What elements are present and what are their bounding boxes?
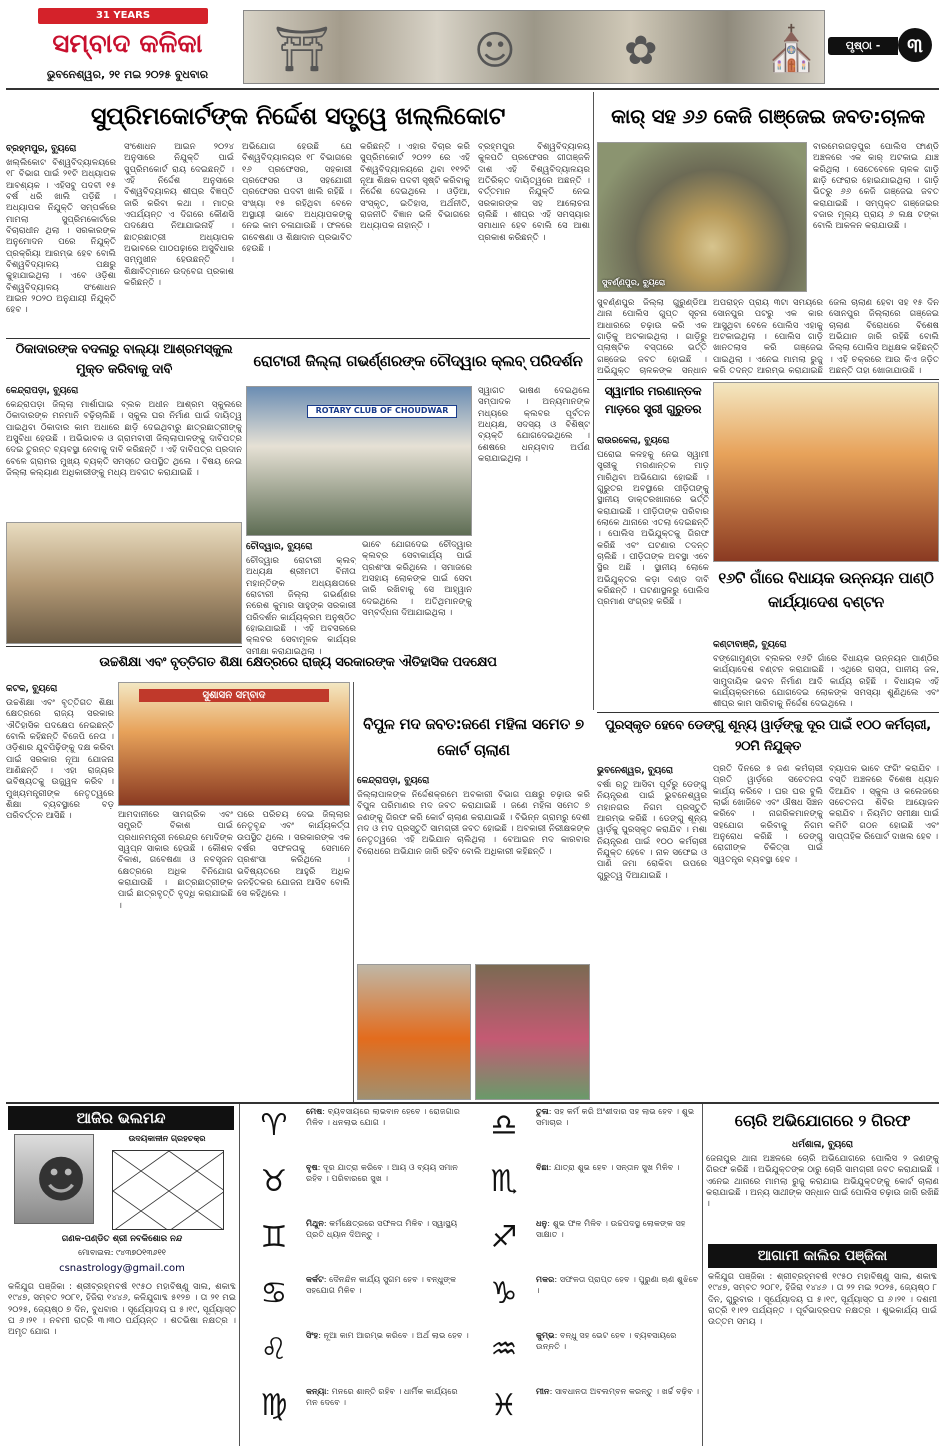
mla-text: ବଙ୍ଗୋମୁଣ୍ଡା ବ୍ଲକର ୧୬ଟି ଗାଁରେ ବିଧାୟକ ଉନ୍ନୟନ ପାଣ୍ଠିର କାର୍ଯ୍ୟାଦେଶ ବଣ୍ଟନ କରାଯାଇଛି । ଏଥିରେ ରାସ୍ତା, ପାନୀୟ ଜଳ, ସାମୁଦାୟିକ ଭବନ ନିର୍ମାଣ ଆଦି କାର୍ଯ୍ୟ ରହିଛି । ବିଧାୟକ ଏହି କାର୍ଯ୍ୟକ୍ରମରେ ଯୋଗଦେଇ ଲୋକଙ୍କ ସମସ୍ୟା ଶୁଣିଥିଲେ ଏବଂ ଶୀଘ୍ର କାମ ସାରିବାକୁ ନିର୍ଦ୍ଦେଶ ଦେଇଥିଲେ । (713, 653, 939, 710)
ganja-bottom-rule (597, 379, 939, 380)
sign-capricorn: ମକର: ସଫଳତା ପ୍ରାପ୍ତ ହେବ । ପୁରୁଣା ଋଣ ଶୁଝିବେ । (536, 1274, 699, 1295)
person-icon: ☻ (35, 1151, 88, 1209)
theft-article (706, 1138, 939, 1238)
sign-name: ଧନୁ (536, 1218, 548, 1228)
dateline: ଭୁବନେଶ୍ୱର, ୨୧ ମଇ ୨୦୨୫ ବୁଧବାର (46, 68, 209, 81)
husband-headline: ସ୍ୱାମୀର ମରଣାନ୍ତକ ମାଡ଼ରେ ସ୍ତ୍ରୀ ଗୁରୁତର (604, 384, 702, 416)
rotary-headline: ରୋଟାରୀ ଜିଲ୍ଲା ଗଭର୍ଣ୍ଣରଙ୍କ ଚୌଦ୍ୱାର କ୍ଲବ୍ ପରିଦର୍ଶନ (253, 352, 583, 370)
sign-taurus: ବୃଷ: ଦୂର ଯାତ୍ରା କରିବେ । ଆୟ ଓ ବ୍ୟୟ ସମାନ ରହିବ । ପରିବାରରେ ସୁଖ । (306, 1162, 458, 1183)
sign-leo: ସିଂହ: ନୂଆ କାମ ଆରମ୍ଭ କରିବେ । ଅର୍ଥ ଲାଭ ହେବ । (306, 1330, 469, 1340)
sign-name: ସିଂହ (306, 1330, 319, 1340)
horoscope-left-rule (239, 1104, 240, 1446)
bhalu-byline: କେନ୍ଦ୍ରାପଡ଼ା, ବ୍ୟୁରୋ (6, 386, 79, 396)
liquor-article (357, 774, 590, 960)
sign-name: ତୁଳା (536, 1106, 549, 1116)
tender-text-3: ବ୍ୟାପକ ଭାବେ ଫଗିଂ କରାଯିବ । ବସ୍ତି ଅଞ୍ଚଳରେ ବିଶେଷ ଧ୍ୟାନ ଦିଆଯିବ । ସ୍କୁଲ ଓ କଲେଜରେ ସଚେତନତା ଶିବିର ଆୟୋଜନ କରାଯିବ । ନିୟମିତ ସମୀକ୍ଷା ପାଇଁ କମିଟି ଗଠନ ହୋଇଛି ଏବଂ ସାପ୍ତାହିକ ରିପୋର୍ଟ ଦାଖଲ ହେବ । (829, 764, 939, 843)
tender-text-1: ବର୍ଷା ଋତୁ ଆସିବା ପୂର୍ବରୁ ଡେଙ୍ଗୁ ନିୟନ୍ତ୍ରଣ ପାଇଁ ଭୁବନେଶ୍ୱର ମହାନଗର ନିଗମ ପ୍ରସ୍ତୁତି ଆରମ୍ଭ କରିଛି । ଡେଙ୍ଗୁ ଶୂନ୍ୟ ୱାର୍ଡ଼କୁ ପୁରସ୍କୃତ କରାଯିବ । ମଶା ନିୟନ୍ତ୍ରଣ ପାଇଁ ୧୦୦ କର୍ମଚାରୀ ନିଯୁକ୍ତ ହେବେ । ନାଳ ସଫେଇ ଓ ପାଣି ଜମା ରୋକିବା ଉପରେ ଗୁରୁତ୍ୱ ଦିଆଯାଇଛି । (597, 779, 707, 881)
taurus-icon: ♉ (260, 1164, 288, 1200)
khallikote-bottom-rule (6, 338, 590, 339)
page-number-box (828, 28, 940, 62)
virgo-icon: ♍ (260, 1388, 288, 1424)
education-text-1: ଉଚ୍ଚଶିକ୍ଷା ଏବଂ ବୃତ୍ତିଗତ ଶିକ୍ଷା କ୍ଷେତ୍ରରେ ରାଜ୍ୟ ସରକାର ଐତିହାସିକ ପଦକ୍ଷେପ ନେଇଛନ୍ତି ବୋଲି କହିଛନ୍ତି ବିଜେପି ନେତା । ଓଡ଼ିଶାର ଯୁବପିଢ଼ିଙ୍କୁ ଦକ୍ଷ କରିବା ପାଇଁ ସରକାର ନୂଆ ଯୋଜନା ଆଣିଛନ୍ତି । ଏହା ରାଜ୍ୟର ଭବିଷ୍ୟତକୁ ଉଜ୍ଜ୍ୱଳ କରିବ । ମୁଖ୍ୟମନ୍ତ୍ରୀଙ୍କ ନେତୃତ୍ୱରେ ଶିକ୍ଷା ବ୍ୟବସ୍ଥାରେ ବଡ଼ ପରିବର୍ତ୍ତନ ଆସିଛି । (6, 697, 114, 822)
tender-headline: ପୁରସ୍କୃତ ହେବେ ଡେଙ୍ଗୁ ଶୂନ୍ୟ ୱାର୍ଡ଼ଙ୍କୁ ଦୂର ପାଇଁ ୧୦୦ କର୍ମଚାରୀ, ୨୦ମି ନିଯୁକ୍ତ (605, 718, 931, 754)
education-headline: ଉଚ୍ଚଶିକ୍ଷା ଏବଂ ବୃତ୍ତିଗତ ଶିକ୍ଷା କ୍ଷେତ୍ରରେ ରାଜ୍ୟ ସରକାରଙ୍କ ଐତିହାସିକ ପଦକ୍ଷେପ (99, 655, 497, 670)
tomorrow-panji-title: ଆଗାମୀ କାଲିର ପଞ୍ଜିକା (708, 1244, 937, 1268)
mla-photo (713, 382, 939, 562)
tender-text-2: ପ୍ରତି ଦିନରେ ୫ ଜଣ କର୍ମଚାରୀ ପ୍ରତି ୱାର୍ଡ଼ରେ ସଚେତନତା କାର୍ଯ୍ୟ କରିବେ । ଘର ଘର ବୁଲି ଲାର୍ଭା ଖୋଜିବେ ଏବଂ ଔଷଧ ସିଞ୍ଚନ କରିବେ । ନାଗରିକମାନଙ୍କୁ ସହଯୋଗ କରିବାକୁ ନିଗମ ଅନୁରୋଧ କରିଛି । ଡେଙ୍ଗୁ ରୋଗୀଙ୍କ ଚିକିତ୍ସା ପାଇଁ ସ୍ୱତନ୍ତ୍ର ବ୍ୟବସ୍ଥା ହେବ । (713, 764, 823, 865)
horoscope-top-rule (6, 1102, 939, 1104)
masthead-logo: ସମ୍ବାଦ କଳିକା (52, 29, 203, 59)
education-top-rule (6, 646, 242, 647)
sign-text: ଶୁଭ ଫଳ ମିଳିବ । ଉଚ୍ଚପଦସ୍ଥ ଲୋକଙ୍କ ସହ ସାକ୍ଷାତ । (536, 1218, 686, 1239)
sign-name: ବିଛା (536, 1162, 549, 1172)
sign-name: ମିଥୁନ (306, 1218, 324, 1228)
sign-pisces: ମୀନ: ସାବଧାନତା ଅବଲମ୍ବନ କରନ୍ତୁ । ଖର୍ଚ୍ଚ ବଢ଼ିବ । (536, 1386, 700, 1396)
mla-headline: ୧୬ଟି ଗାଁରେ ବିଧାୟକ ଉନ୍ନୟନ ପାଣ୍ଠି କାର୍ଯ୍ୟାଦେଶ ବଣ୍ଟନ (718, 569, 934, 611)
rotary-text-2: ଭାବେ ଯୋଗଦେଇ ଚୌଦ୍ୱାର କ୍ଲବ୍‌ର ସେବାକାର୍ଯ୍ୟ ପାଇଁ ପ୍ରଶଂସା କରିଥିଲେ । ସମାଜରେ ଅସହାୟ ଲୋକଙ୍କ ପାଇଁ ସେବା ଜାରି ରଖିବାକୁ ସେ ଆହ୍ୱାନ ଦେଇଥିଲେ । ଅତିଥିମାନଙ୍କୁ ସମ୍ବର୍ଦ୍ଧନା ଦିଆଯାଇଥିଲା । (362, 540, 472, 619)
masthead (0, 0, 945, 88)
horoscope-right-rule (702, 1104, 703, 1446)
sign-text: ବନ୍ଧୁ ସହ ଭେଟ ହେବ । ବ୍ୟବସାୟରେ ଉନ୍ନତି । (536, 1330, 677, 1351)
sign-libra: ତୁଳା: ସହ କର୍ମ କରି ଅଂଶୀଦାର ସହ ଲାଭ ହେବ । ଶୁଭ ସମାଚାର । (536, 1106, 695, 1127)
leo-icon: ♌ (260, 1332, 288, 1368)
tender-byline: ଭୁବନେଶ୍ୱର, ବ୍ୟୁରୋ (597, 766, 674, 776)
sign-scorpio: ବିଛା: ଯାତ୍ରା ଶୁଭ ହେବ । ସନ୍ତାନ ସୁଖ ମିଳିବ । (536, 1162, 680, 1172)
khallikote-article (6, 142, 590, 336)
khallikote-text-4: କରିଛନ୍ତି । ଏହାର ବିଚାର କରି ସୁପ୍ରିମକୋର୍ଟ ୨୦୨୨ ରେ ଏହି ବିଶ୍ୱବିଦ୍ୟାଳୟରେ ଥିବା ୧୧୨ଟି ନୂଆ ଶିକ୍ଷକ ପଦବୀ ସୃଷ୍ଟି କରିବାକୁ ନିର୍ଦ୍ଦେଶ ଦେଇଥିଲେ । ଓଡ଼ିଆ, ସଂସ୍କୃତ, ଇତିହାସ, ଅର୍ଥନୀତି, ରାଜନୀତି ବିଜ୍ଞାନ ଭଳି ବିଭାଗରେ ଅଧ୍ୟାପକ ନାହାନ୍ତି । (360, 142, 470, 232)
theft-text: ଜେନାପୁର ଥାନା ଅଞ୍ଚଳରେ ଚୋରି ଅଭିଯୋଗରେ ପୋଲିସ ୨ ଜଣଙ୍କୁ ଗିରଫ କରିଛି । ଅଭିଯୁକ୍ତଙ୍କ ଠାରୁ ଚୋରି ସାମଗ୍ରୀ ଜବତ କରାଯାଇଛି । ଏନେଇ ଥାନାରେ ମାମଲା ରୁଜୁ କରାଯାଇ ଅଭିଯୁକ୍ତଙ୍କୁ କୋର୍ଟ ଚାଲାଣ କରାଯାଇଛି । ଅନ୍ୟ ସାଥୀଙ୍କ ସନ୍ଧାନ ପାଇଁ ପୋଲିସ ଚଢ଼ାଉ ଜାରି ରଖିଛି । (706, 1153, 939, 1210)
education-text-2: ଆମଦାନୀରେ ସାମଗ୍ରିକ ଏବଂ ସମ୍ପ୍ରତି ବିକାଶ ପାଇଁ ପ୍ରଧାନମନ୍ତ୍ରୀ ନରେନ୍ଦ୍ର ମୋଦିଙ୍କ ସ୍ୱପ୍ନ ସାକାର ହେଉଛି । କୌଶଳ ବିକାଶ, ଗବେଷଣା ଓ ନବସୃଜନ କ୍ଷେତ୍ରରେ ଅଧିକ ବିନିଯୋଗ କରାଯାଉଛି । ଛାତ୍ରଛାତ୍ରୀଙ୍କ ପାଇଁ ଛାତ୍ରବୃତ୍ତି ବୃଦ୍ଧି କରାଯାଇଛି । (118, 810, 233, 911)
sign-sagittarius: ଧନୁ: ଶୁଭ ଫଳ ମିଳିବ । ଉଚ୍ଚପଦସ୍ଥ ଲୋକଙ୍କ ସହ ସାକ୍ଷାତ । (536, 1218, 686, 1239)
liquor-photo-2 (475, 964, 590, 1100)
bhalu-article (6, 384, 242, 520)
tender-top-rule (597, 712, 939, 713)
art-icon: ✿ (624, 28, 658, 74)
liquor-text: ଜିଲ୍ଲାପାଳଙ୍କ ନିର୍ଦ୍ଦେଶକ୍ରମେ ଅବକାରୀ ବିଭାଗ ପକ୍ଷରୁ ଚଢ଼ାଉ କରି ବିପୁଳ ପରିମାଣର ମଦ ଜବତ କରାଯାଇଛି । ଜଣେ ମହିଳା ସମେତ ୭ ଜଣଙ୍କୁ ଗିରଫ କରି କୋର୍ଟ ଚାଲାଣ କରାଯାଇଛି । ବିଭିନ୍ନ ଗ୍ରାମରୁ ଦେଶୀ ମଦ ଓ ମଦ ପ୍ରସ୍ତୁତି ସାମଗ୍ରୀ ଜବତ ହୋଇଛି । ଅବକାରୀ ନିରୀକ୍ଷକଙ୍କ ନେତୃତ୍ୱରେ ଏହି ଅଭିଯାନ ଚାଲିଥିଲା । ବେଆଇନ ମଦ କାରବାର ବିରୋଧରେ ଅଭିଯାନ ଜାରି ରହିବ ବୋଲି ଅଧିକାରୀ କହିଛନ୍ତି । (357, 789, 590, 857)
libra-icon: ♎ (490, 1108, 518, 1144)
tender-col-1 (597, 764, 707, 1100)
khallikote-text-5: ବ୍ରହ୍ମପୁର ବିଶ୍ୱବିଦ୍ୟାଳୟ କୁଳପତି ପ୍ରଫେସର ଗୀତାଞ୍ଜଳି ଦାଶ ଏହି ବିଶ୍ୱବିଦ୍ୟାଳୟର ଅତିରିକ୍ତ ଦାୟିତ୍ୱରେ ଅଛନ୍ତି । ବର୍ତ୍ତମାନ ନିଯୁକ୍ତି ନେଇ ସରକାରଙ୍କ ସହ ଆଲୋଚନା ଚାଲିଛି । ଶୀଘ୍ର ଏହି ସମସ୍ୟାର ସମାଧାନ ହେବ ବୋଲି ସେ ଆଶା ପ୍ରକାଶ କରିଛନ୍ତି । (478, 142, 590, 243)
liquor-byline: କେନ୍ଦ୍ରାପଡ଼ା, ବ୍ୟୁରୋ (357, 776, 430, 786)
sign-aquarius: କୁମ୍ଭ: ବନ୍ଧୁ ସହ ଭେଟ ହେବ । ବ୍ୟବସାୟରେ ଉନ୍ନତି । (536, 1330, 677, 1351)
bhalu-text: କେନ୍ଦ୍ରାପଡ଼ା ଜିଲ୍ଲା ମାର୍ଶାଘାଇ ବ୍ଲକ ଅଧୀନ ଆଶ୍ରମ ସ୍କୁଲରେ ଠିକାଦାରଙ୍କ ମନମାନି ବଢ଼ିଚାଲିଛି । ସ୍କୁଲ ଘର ନିର୍ମାଣ ପାଇଁ ଦାୟିତ୍ୱ ପାଇଥିବା ଠିକାଦାର କାମ ଅଧାରେ ଛାଡ଼ି ଦେଇଥିବାରୁ ଛାତ୍ରଛାତ୍ରୀଙ୍କୁ ଅସୁବିଧା ହେଉଛି । ଅଭିଭାବକ ଓ ଗ୍ରାମବାସୀ ଜିଲ୍ଲାପାଳଙ୍କୁ ଦାବିପତ୍ର ଦେଇ ତୁରନ୍ତ ବ୍ୟବସ୍ଥା ନେବାକୁ ଦାବି କରିଛନ୍ତି । ଏହି ଦାବିପତ୍ର ପ୍ରଦାନ ବେଳେ ଗ୍ରାମର ମୁଖ୍ୟ ବ୍ୟକ୍ତି ସମସ୍ତେ ଉପସ୍ଥିତ ଥିଲେ । ବିଷୟ ନେଇ ଜିଲ୍ଲା କଲ୍ୟାଣ ଅଧିକାରୀଙ୍କୁ ମଧ୍ୟ ଅବଗତ କରାଯାଇଛି । (6, 399, 242, 478)
sign-name: ମକର (536, 1274, 555, 1284)
ganja-text-1: ସୁବର୍ଣ୍ଣପୁର ଜିଲ୍ଲା ଗୁରୁଣ୍ଡିଆ ଥାନା ପୋଲିସ ଗୁପ୍ତ ସୂଚନା ଆଧାରରେ ଚଢ଼ାଉ କରି ଏକ ଗାଡ଼ିକୁ ଅଟକାଇଥିଲା । ଗାଡ଼ିରୁ ପ୍ଲାଷ୍ଟିକ ବସ୍ତାରେ ଭର୍ତ୍ତି ଗଞ୍ଜେଇ ଜବତ ହୋଇଛି । ଅଭିଯୁକ୍ତ ଚାଳକଙ୍କ ସନ୍ଧାନ (597, 298, 707, 376)
sign-name: ମୀନ (536, 1386, 550, 1396)
sign-aries: ମେଷ: ବ୍ୟବସାୟରେ ଲାଭବାନ ହେବେ । ରୋଜଗାର ମିଳିବ । ଧନଲାଭ ଯୋଗ । (306, 1106, 460, 1127)
astrologer-name: ଗଣକ-ପଣ୍ଡିତ ଶ୍ରୀ ନବକିଶୋର ନନ୍ଦ (61, 1234, 183, 1244)
horoscope-chart-title: ଉଦୟକାଳୀନ ଗ୍ରହଚକ୍ର (128, 1134, 206, 1143)
ganja-text-2: ଅପରାହ୍ନ ପ୍ରାୟ ୩ଟା ସମୟରେ ସୋନପୁର ପଟରୁ ଏକ କାର ଆସୁଥିବା ବେଳେ ପୋଲିସ ଏହାକୁ ଅଟକାଇଥିଲା । ପୋଲିସ ଗାଡ଼ି ଖାନତଲାସ କରି ଗଞ୍ଜେଇ ପାଇଥିଲା । ଏନେଇ ମାମଲା ରୁଜୁ କରି ତଦନ୍ତ ଆରମ୍ଭ କରାଯାଇଛି (713, 298, 823, 376)
sign-text: ମନରେ ଶାନ୍ତି ରହିବ । ଧାର୍ମିକ କାର୍ଯ୍ୟରେ ମନ ଦେବେ । (306, 1386, 458, 1407)
theft-headline: ଚୋରି ଅଭିଯୋଗରେ ୨ ଗିରଫ (734, 1111, 911, 1130)
aries-icon: ♈ (260, 1108, 288, 1144)
capricorn-icon: ♑ (490, 1276, 518, 1312)
liquor-headline: ବିପୁଳ ମଦ ଜବତ:ଜଣେ ମହିଳା ସମେତ ୭ କୋର୍ଟ ଚାଲାଣ (363, 715, 584, 759)
temple-icon: ⛩ (274, 24, 330, 75)
rotary-banner: ROTARY CLUB OF CHOUDWAR (307, 405, 457, 418)
masthead-rule (6, 88, 939, 90)
ganja-text-3: ଜେଲ ଚାଲାଣ ହେବା ସହ ୧୫ ଦିନ ସୋନପୁର ଜିଲ୍ଲାରେ ଗଞ୍ଜେଇ ଚାଲାଣ ବିରୋଧରେ ବିଶେଷ ଅଭିଯାନ ଜାରି ରହିଛି ବୋଲି ଜିଲ୍ଲା ପୋଲିସ ଅଧିକ୍ଷକ କହିଛନ୍ତି । ଏହି ଚକ୍ରରେ ଆଉ କିଏ ଜଡ଼ିତ ଅଛନ୍ତି ତାହା ଖୋଜାଯାଉଛି । (829, 298, 939, 376)
astrologer-contact: ମୋବାଇଲ: ୯୪୩୭୦୧୩୬୧୧ (78, 1248, 166, 1257)
khallikote-text-1: ଖଲ୍ଲିକୋଟ ବିଶ୍ୱବିଦ୍ୟାଳୟରେ ୧୮ ବିଭାଗ ପାଇଁ ୨୧ଟି ଅଧ୍ୟାପକ ଆବଶ୍ୟକ । ଏହିସବୁ ପଦବୀ ୧୫ ବର୍ଷ ଧରି ଖାଲି ପଡ଼ିଛି । ଅଧ୍ୟାପକ ନିଯୁକ୍ତି ସମ୍ପର୍କରେ ମାମଲା ସୁପ୍ରିମକୋର୍ଟରେ ବିଚାରାଧୀନ ଥିଲା । ସରକାରଙ୍କ ଅନୁମୋଦନ ପରେ ନିଯୁକ୍ତି ପ୍ରକ୍ରିୟା ଆରମ୍ଭ ହେବ ବୋଲି ବିଶ୍ୱବିଦ୍ୟାଳୟ ପକ୍ଷରୁ କୁହାଯାଇଥିଲା । ଏବେ ଓଡ଼ିଶା ବିଶ୍ୱବିଦ୍ୟାଳୟ ସଂଶୋଧନ ଆଇନ ୨୦୨୦ ଅନୁଯାୟୀ ନିଯୁକ୍ତି ହେବ । (6, 157, 116, 316)
sign-text: ଦୂର ଯାତ୍ରା କରିବେ । ଆୟ ଓ ବ୍ୟୟ ସମାନ ରହିବ । ପରିବାରରେ ସୁଖ । (306, 1162, 458, 1183)
education-rule (353, 682, 354, 1102)
panji-text: କଳିଯୁଗ ପଞ୍ଜିକା : ଶ୍ରୀବ୍ରହ୍ମବର୍ଷ ୧୯୫୦ ମହାବିଷ୍ଣୁ ସାଲ, ଶକାବ୍ଦ ୧୯୪୭, ସମ୍ବତ ୨୦୮୧, ହିଜିରା ୧୪୪୬, କଳିଯୁଗାବ୍ଦ ୫୧୨୭ । ତା ୨୧ ମଇ ୨୦୨୫, ଜ୍ୟେଷ୍ଠ ୭ ଦିନ, ବୁଧବାର । ସୂର୍ଯ୍ୟୋଦୟ ଘ ୫।୧୯, ସୂର୍ଯ୍ୟାସ୍ତ ଘ ୬।୨୧ । ନବମୀ ରାତ୍ରି ୩।୩୦ ପର୍ଯ୍ୟନ୍ତ । ଶତଭିଷା ନକ୍ଷତ୍ର । ଅମୃତ ଯୋଗ । (8, 1282, 236, 1338)
page-label: ପୃଷ୍ଠା - (828, 37, 898, 55)
khallikote-col-1 (6, 142, 116, 336)
liquor-photo-1 (357, 964, 471, 1100)
education-photo (118, 682, 350, 806)
rotary-text-3: ସ୍ୱାଗତ ଭାଷଣ ଦେଇଥିଲେ ସମ୍ପାଦକ । ଅନ୍ୟମାନଙ୍କ ମଧ୍ୟରେ କ୍ଲବର ପୂର୍ବତନ ଅଧ୍ୟକ୍ଷ, ସଦସ୍ୟ ଓ ବିଶିଷ୍ଟ ବ୍ୟକ୍ତି ଯୋଗଦେଇଥିଲେ । ଶେଷରେ ଧନ୍ୟବାଦ ଅର୍ପଣ କରାଯାଇଥିଲା । (478, 386, 590, 465)
sign-name: କନ୍ୟା (306, 1386, 327, 1396)
bhalu-photo (6, 522, 242, 644)
khallikote-text-2: ସଂଶୋଧନ ଆଇନ ୨୦୨୪ ଅନୁସାରେ ନିଯୁକ୍ତି ପାଇଁ ସୁପ୍ରିମକୋର୍ଟ ରାୟ ଦେଇଛନ୍ତି । ଏହି ନିର୍ଦ୍ଦେଶ ଅନୁସାରେ ବିଶ୍ୱବିଦ୍ୟାଳୟ ଶୀଘ୍ର ବିଜ୍ଞପ୍ତି ଜାରି କରିବା କଥା । ମାତ୍ର ଏପର୍ଯ୍ୟନ୍ତ ଏ ଦିଗରେ କୌଣସି ପଦକ୍ଷେପ ନିଆଯାଇନାହିଁ । ଛାତ୍ରଛାତ୍ରୀ ଅଧ୍ୟାପକ ଅଭାବରେ ପାଠପଢ଼ାରେ ଅସୁବିଧାର ସମ୍ମୁଖୀନ ହେଉଛନ୍ତି । ଶିକ୍ଷାବିତ୍‌ମାନେ ଉଦ୍‌ବେଗ ପ୍ରକାଶ କରିଛନ୍ତି । (124, 142, 234, 289)
education-col-1 (6, 682, 114, 1102)
aquarius-icon: ♒ (490, 1332, 518, 1368)
sign-text: ବ୍ୟବସାୟରେ ଲାଭବାନ ହେବେ । ରୋଜଗାର ମିଳିବ । ଧନଲାଭ ଯୋଗ । (306, 1106, 460, 1127)
mla-byline: କଣ୍ଟାବାଞ୍ଜି, ବ୍ୟୁରୋ (713, 640, 787, 650)
sign-virgo: କନ୍ୟା: ମନରେ ଶାନ୍ତି ରହିବ । ଧାର୍ମିକ କାର୍ଯ୍ୟରେ ମନ ଦେବେ । (306, 1386, 458, 1407)
page-number: ୩ (898, 28, 932, 62)
column-rule (593, 92, 594, 710)
education-byline: କଟକ, ବ୍ୟୁରୋ (6, 684, 58, 694)
astrologer-photo (14, 1134, 94, 1224)
husband-byline: ରାଉରକେଲା, ବ୍ୟୁରୋ (597, 436, 670, 446)
tomorrow-panji-text: କଳିଯୁଗ ପଞ୍ଜିକା : ଶ୍ରୀବ୍ରହ୍ମବର୍ଷ ୧୯୫୦ ମହାବିଷ୍ଣୁ ସାଲ, ଶକାବ୍ଦ ୧୯୪୭, ସମ୍ବତ ୨୦୮୧, ହିଜିରା ୧୪୪୬ । ତା ୨୨ ମଇ ୨୦୨୫, ଜ୍ୟେଷ୍ଠ ୮ ଦିନ, ଗୁରୁବାର । ସୂର୍ଯ୍ୟୋଦୟ ଘ ୫।୧୯, ସୂର୍ଯ୍ୟାସ୍ତ ଘ ୬।୨୧ । ଦଶମୀ ରାତ୍ରି ୧।୧୨ ପର୍ଯ୍ୟନ୍ତ । ପୂର୍ବଭାଦ୍ରପଦ ନକ୍ଷତ୍ର । ଶୁଭକାର୍ଯ୍ୟ ପାଇଁ ଉତ୍ତମ ସମୟ । (708, 1272, 937, 1328)
sign-text: ସଫଳତା ପ୍ରାପ୍ତ ହେବ । ପୁରୁଣା ଋଣ ଶୁଝିବେ । (536, 1274, 699, 1295)
sign-text: କର୍ମକ୍ଷେତ୍ରରେ ସଫଳତା ମିଳିବ । ସ୍ୱାସ୍ଥ୍ୟ ପ୍ରତି ଧ୍ୟାନ ଦିଅନ୍ତୁ । (306, 1218, 458, 1239)
husband-article (597, 434, 709, 710)
sign-text: ସହ କର୍ମ କରି ଅଂଶୀଦାର ସହ ଲାଭ ହେବ । ଶୁଭ ସମାଚାର । (536, 1106, 695, 1127)
sign-text: ନୂଆ କାମ ଆରମ୍ଭ କରିବେ । ଅର୍ଥ ଲାଭ ହେବ । (323, 1330, 469, 1340)
mla-article (713, 638, 939, 710)
rotary-photo (246, 386, 472, 536)
landmark-icon: ⛪ (764, 24, 819, 75)
rotary-text-1: ଚୌଦ୍ୱାର ରୋଟାରୀ କ୍ଲବ୍ ଅଧ୍ୟକ୍ଷ ଶ୍ରୀମତୀ ବିନୀତା ମହାନ୍ତିଙ୍କ ଅଧ୍ୟକ୍ଷତାରେ ରୋଟାରୀ ଜିଲ୍ଲା ଗଭର୍ଣ୍ଣର ନରେଶ କୁମାର ସାହୁଙ୍କ ସରକାରୀ ପରିଦର୍ଶନ କାର୍ଯ୍ୟକ୍ରମ ଅନୁଷ୍ଠିତ ହୋଇଯାଇଛି । ଏହି ଅବସରରେ କ୍ଲବର ସେବାମୂଳକ କାର୍ଯ୍ୟର ସମୀକ୍ଷା କରାଯାଇଥିଲା । (246, 555, 356, 657)
graha-chakra (112, 1150, 224, 1230)
children-icon: ☺ (474, 28, 516, 74)
sign-name: ମେଷ (306, 1106, 323, 1116)
years-badge: 31 YEARS (38, 8, 208, 24)
horoscope-title: ଆଜିର ଭଲମନ୍ଦ (8, 1106, 234, 1130)
cancer-icon: ♋ (260, 1276, 288, 1312)
sign-text: ସାବଧାନତା ଅବଲମ୍ବନ କରନ୍ତୁ । ଖର୍ଚ୍ଚ ବଢ଼ିବ । (554, 1386, 700, 1396)
khallikote-byline: ବ୍ରହ୍ମପୁର, ବ୍ୟୁରୋ (6, 144, 77, 154)
sign-cancer: କର୍କଟ: ଦୈନନ୍ଦିନ କାର୍ଯ୍ୟ ସୁଗମ ହେବ । ବନ୍ଧୁଙ୍କ ସହଯୋଗ ମିଳିବ । (306, 1274, 457, 1295)
ganja-text-right: ବାରମେରଗଡ଼ପୁର ପୋଲିସ ଫାଣ୍ଡି ଅଞ୍ଚଳରେ ଏକ କାର୍ ଅଟକାଇ ଯାଞ୍ଚ କରିଥିଲା । ସେତେବେଳେ ଚାଳକ ଗାଡ଼ି ଛାଡ଼ି ଫେରାର ହୋଇଯାଇଥିଲା । ଗାଡ଼ି ଭିତରୁ ୬୬ କେଜି ଗଞ୍ଜେଇ ଜବତ କରାଯାଇଛି । ସମ୍ପୃକ୍ତ ଗଞ୍ଜେଇର ବଜାର ମୂଲ୍ୟ ପ୍ରାୟ ୬ ଲକ୍ଷ ଟଙ୍କା ବୋଲି ଆକଳନ କରାଯାଉଛି । (813, 142, 939, 232)
ganja-headline: କାର୍ ସହ ୬୬ କେଜି ଗଞ୍ଜେଇ ଜବତ:ଚାଳକ (611, 104, 925, 128)
sign-name: କୁମ୍ଭ (536, 1330, 555, 1340)
ganja-photo (597, 142, 807, 292)
scorpio-icon: ♏ (490, 1164, 518, 1200)
bhalu-headline: ଠିକାଦାରଙ୍କ ବଦଳାରୁ ବାଲ୍ୟା ଆଶ୍ରମସ୍କୁଲ ମୁକ୍ତ କରିବାକୁ ଦାବି (15, 342, 233, 377)
education-text-3: ପରେ ପରିଚୟ ଦେଇ ଜିଲ୍ଲାର ନେତୃବୃନ୍ଦ ଏବଂ କାର୍ଯ୍ୟକର୍ତ୍ତା ଉପସ୍ଥିତ ଥିଲେ । ସରକାରଙ୍କ ଏକ ବର୍ଷର ସଫଳତାକୁ ସେମାନେ ପ୍ରଶଂସା କରିଥିଲେ । ଭବିଷ୍ୟତରେ ଆହୁରି ଅଧିକ ଜନହିତକର ଯୋଜନା ଆସିବ ବୋଲି ସେ କହିଥିଲେ । (237, 810, 350, 900)
pisces-icon: ♓ (490, 1388, 518, 1424)
graha-chakra-grid (113, 1151, 224, 1230)
masthead-photo-strip (243, 10, 825, 84)
khallikote-headline: ସୁପ୍ରିମକୋର୍ଟଙ୍କ ନିର୍ଦ୍ଦେଶ ସତ୍ତ୍ୱେ ଖଲ୍ଲିକୋଟ (90, 102, 506, 130)
sign-text: ଦୈନନ୍ଦିନ କାର୍ଯ୍ୟ ସୁଗମ ହେବ । ବନ୍ଧୁଙ୍କ ସହଯୋଗ ମିଳିବ । (306, 1274, 457, 1295)
education-banner: ସୁଶାସନ ସମ୍ବାଦ (139, 689, 329, 702)
gemini-icon: ♊ (260, 1220, 288, 1256)
sign-text: ଯାତ୍ରା ଶୁଭ ହେବ । ସନ୍ତାନ ସୁଖ ମିଳିବ । (554, 1162, 680, 1172)
husband-text: ଘରୋଇ କଳହକୁ ନେଇ ସ୍ୱାମୀ ସ୍ତ୍ରୀକୁ ମରଣାନ୍ତକ ମାଡ଼ ମାରିଥିବା ଅଭିଯୋଗ ହୋଇଛି । ଗୁରୁତର ଅବସ୍ଥାରେ ପୀଡ଼ିତାଙ୍କୁ ସ୍ଥାନୀୟ ଡାକ୍ତରଖାନାରେ ଭର୍ତ୍ତି କରାଯାଇଛି । ପୀଡ଼ିତାଙ୍କ ପରିବାର ଲୋକେ ଥାନାରେ ଏତଲା ଦେଇଛନ୍ତି । ପୋଲିସ ଅଭିଯୁକ୍ତକୁ ଗିରଫ କରିଛି ଏବଂ ଘଟଣାର ତଦନ୍ତ ଚାଲିଛି । ପୀଡ଼ିତାଙ୍କ ଅବସ୍ଥା ଏବେ ସ୍ଥିର ଅଛି । ସ୍ଥାନୀୟ ଲୋକେ ଅଭିଯୁକ୍ତର କଡ଼ା ଦଣ୍ଡ ଦାବି କରିଛନ୍ତି । ଘଟଣାସ୍ଥଳରୁ ପୋଲିସ ପ୍ରମାଣ ସଂଗ୍ରହ କରିଛି । (597, 449, 709, 608)
rotary-byline: ଚୌଦ୍ୱାର, ବ୍ୟୁରୋ (246, 542, 313, 552)
ganja-photo-caption: ସୁବର୍ଣ୍ଣପୁର, ବ୍ୟୁରୋ (602, 278, 666, 288)
astrologer-email[interactable]: csnastrology@gmail.com (59, 1263, 185, 1274)
theft-byline: ଧର୍ମଶାଳା, ବ୍ୟୁରୋ (792, 1140, 853, 1150)
sagittarius-icon: ♐ (490, 1220, 518, 1256)
sign-name: କର୍କଟ (306, 1274, 324, 1284)
sign-gemini: ମିଥୁନ: କର୍ମକ୍ଷେତ୍ରରେ ସଫଳତା ମିଳିବ । ସ୍ୱାସ୍ଥ୍ୟ ପ୍ରତି ଧ୍ୟାନ ଦିଅନ୍ତୁ । (306, 1218, 458, 1239)
khallikote-text-3: ଅଭିଯୋଗ ହେଉଛି ଯେ ବିଶ୍ୱବିଦ୍ୟାଳୟର ୧୮ ବିଭାଗରେ ୧୬ ପ୍ରଫେସର, ସହକାରୀ ପ୍ରଫେସର ଓ ସହଯୋଗୀ ପ୍ରଫେସର ପଦବୀ ଖାଲି ରହିଛି । ସଂଖ୍ୟା ୧୫ ରହିଥିବା ବେଳେ ଅସ୍ଥାୟୀ ଭାବେ ଅଧ୍ୟାପକଙ୍କୁ ନେଇ କାମ ଚଳାଯାଉଛି । ଫଳରେ ଗବେଷଣା ଓ ଶିକ୍ଷାଦାନ ପ୍ରଭାବିତ ହେଉଛି । (242, 142, 352, 255)
sign-name: ବୃଷ (306, 1162, 318, 1172)
